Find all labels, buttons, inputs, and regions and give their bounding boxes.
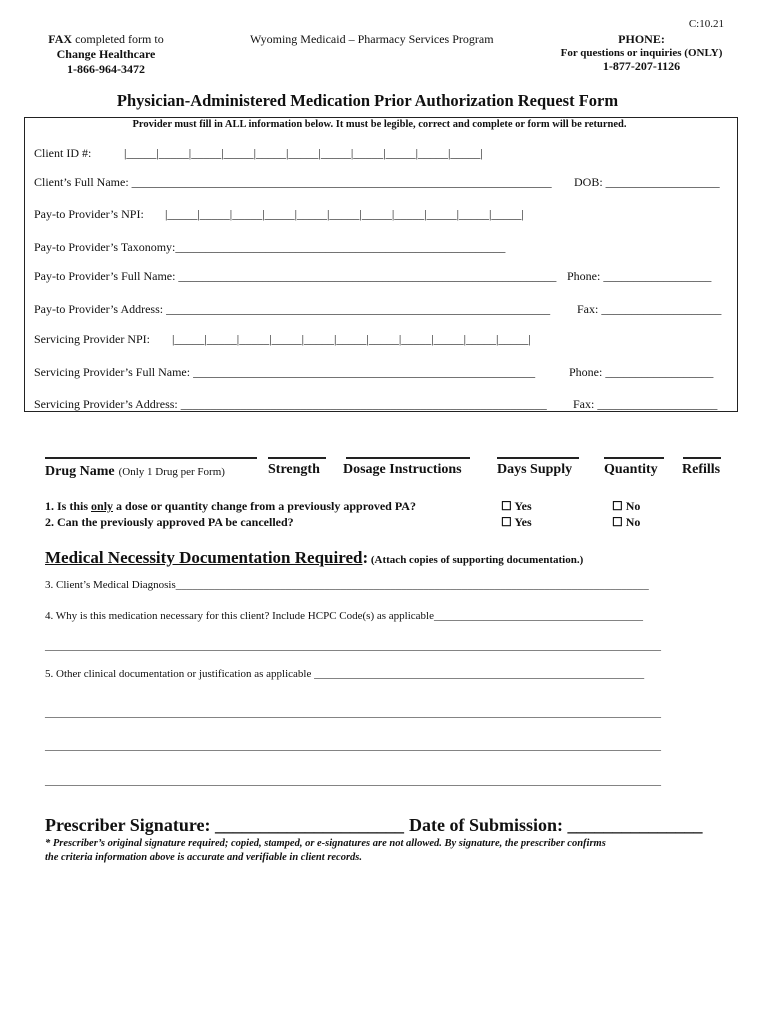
question-2: 2. Can the previously approved PA be cancelled? [45, 515, 294, 529]
checkbox-icon[interactable]: ☐ [501, 515, 512, 529]
dosage-header: Dosage Instructions [343, 462, 462, 477]
servicing-address-field[interactable]: Servicing Provider’s Address: _____________________________________________________________ [34, 397, 547, 411]
pay-provider-phone-field[interactable]: Phone: __________________ [567, 269, 712, 283]
medical-heading-colon: : [362, 548, 369, 567]
medical-heading-text: Medical Necessity Documentation Required [45, 548, 363, 567]
phone-note: For questions or inquiries (ONLY) [560, 47, 723, 59]
client-id-field[interactable]: |_____|_____|_____|_____|_____|_____|_____|_____|_____|_____|_____| [124, 146, 483, 160]
instructions: Provider must fill in ALL information below. It must be legible, correct and complete or form will be returned. [132, 119, 627, 130]
drug-name-label: Drug Name [45, 464, 115, 479]
clinical-doc-field[interactable]: 5. Other clinical documentation or justification as applicable ____________________________________________________________ [45, 668, 645, 680]
medical-necessity-heading [45, 548, 583, 568]
checkbox-icon[interactable]: ☐ [612, 499, 623, 513]
clinical-line-2[interactable]: ________________________________________________________________________________________________________________ [45, 707, 661, 719]
question-1-only: only [91, 499, 114, 513]
pay-provider-fax-field[interactable]: Fax: ____________________ [577, 302, 722, 316]
diagnosis-field[interactable]: 3. Client’s Medical Diagnosis______________________________________________________________________________________ [45, 579, 649, 591]
npi-label: Pay-to Provider’s NPI: [34, 207, 144, 221]
servicing-npi-field[interactable]: |_____|_____|_____|_____|_____|_____|_____|_____|_____|_____|_____| [172, 332, 531, 346]
q2-yes-option[interactable] [501, 515, 532, 530]
client-name-field[interactable]: Client’s Full Name: ______________________________________________________________________ [34, 175, 552, 189]
necessity-field[interactable]: 4. Why is this medication necessary for this client? Include HCPC Code(s) as applicable______________________________________ [45, 610, 643, 622]
question-1-pre: 1. Is this [45, 499, 92, 513]
phone-number: 1-877-207-1126 [602, 59, 681, 73]
q1-no-label: No [625, 499, 641, 513]
dosage-rule[interactable] [346, 457, 470, 459]
drug-name-note: (Only 1 Drug per Form) [118, 466, 225, 478]
servicing-fax-field[interactable]: Fax: ____________________ [573, 397, 718, 411]
date-of-submission-field[interactable]: Date of Submission: _______________ [409, 815, 703, 835]
quantity-rule[interactable] [604, 457, 664, 459]
client-id-label: Client ID #: [34, 146, 92, 160]
program-name: Wyoming Medicaid – Pharmacy Services Program [250, 32, 494, 46]
q1-no-option[interactable] [612, 499, 640, 514]
strength-header: Strength [268, 462, 320, 477]
q1-yes-label: Yes [514, 499, 532, 513]
prescriber-signature-field[interactable]: Prescriber Signature: _____________________ [45, 815, 404, 835]
phone-block [548, 32, 735, 74]
servicing-npi-label: Servicing Provider NPI: [34, 332, 150, 346]
clinical-line-3[interactable]: ________________________________________________________________________________________________________________ [45, 740, 661, 752]
days-supply-header: Days Supply [497, 462, 573, 477]
fax-number: 1-866-964-3472 [67, 62, 145, 76]
question-1-post: a dose or quantity change from a previously approved PA? [113, 499, 416, 513]
npi-field[interactable]: |_____|_____|_____|_____|_____|_____|_____|_____|_____|_____|_____| [165, 207, 524, 221]
fax-text: completed form to [75, 32, 164, 46]
checkbox-icon[interactable]: ☐ [501, 499, 512, 513]
fax-org: Change Healthcare [56, 47, 156, 61]
fax-block [36, 32, 176, 77]
q1-yes-option[interactable] [501, 499, 532, 514]
servicing-name-field[interactable]: Servicing Provider’s Full Name: _________________________________________________________ [34, 365, 536, 379]
pay-provider-name-field[interactable]: Pay-to Provider’s Full Name: _______________________________________________________________ [34, 269, 557, 283]
checkbox-icon[interactable]: ☐ [612, 515, 623, 529]
servicing-phone-field[interactable]: Phone: __________________ [569, 365, 714, 379]
q2-no-label: No [625, 515, 641, 529]
taxonomy-field[interactable]: Pay-to Provider’s Taxonomy:_______________________________________________________ [34, 240, 506, 254]
q2-no-option[interactable] [612, 515, 640, 530]
strength-rule[interactable] [268, 457, 326, 459]
quantity-header: Quantity [604, 462, 658, 477]
days-supply-rule[interactable] [497, 457, 579, 459]
refills-header: Refills [682, 462, 721, 477]
drug-name-rule[interactable] [45, 457, 257, 459]
drug-name-header [45, 462, 225, 480]
pay-provider-address-field[interactable]: Pay-to Provider’s Address: ________________________________________________________________ [34, 302, 551, 316]
fax-label: FAX [48, 32, 73, 46]
disclaimer-line-2: the criteria information above is accurate and verifiable in client records. [45, 852, 363, 863]
q2-yes-label: Yes [514, 515, 532, 529]
refills-rule[interactable] [683, 457, 721, 459]
form-version: C:10.21 [688, 18, 724, 30]
phone-label: PHONE: [618, 32, 665, 46]
disclaimer-line-1: * Prescriber’s original signature required; copied, stamped, or e-signatures are not allowed. By signature, the prescriber confirms [45, 838, 606, 849]
form-title: Physician-Administered Medication Prior Authorization Request Form [116, 91, 619, 110]
dob-field[interactable]: DOB: ___________________ [574, 175, 720, 189]
question-1 [45, 499, 416, 514]
clinical-line-4[interactable]: ________________________________________________________________________________________________________________ [45, 775, 661, 787]
necessity-line-2[interactable]: ________________________________________________________________________________________________________________ [45, 640, 661, 652]
medical-heading-note: (Attach copies of supporting documentation.) [368, 554, 584, 566]
